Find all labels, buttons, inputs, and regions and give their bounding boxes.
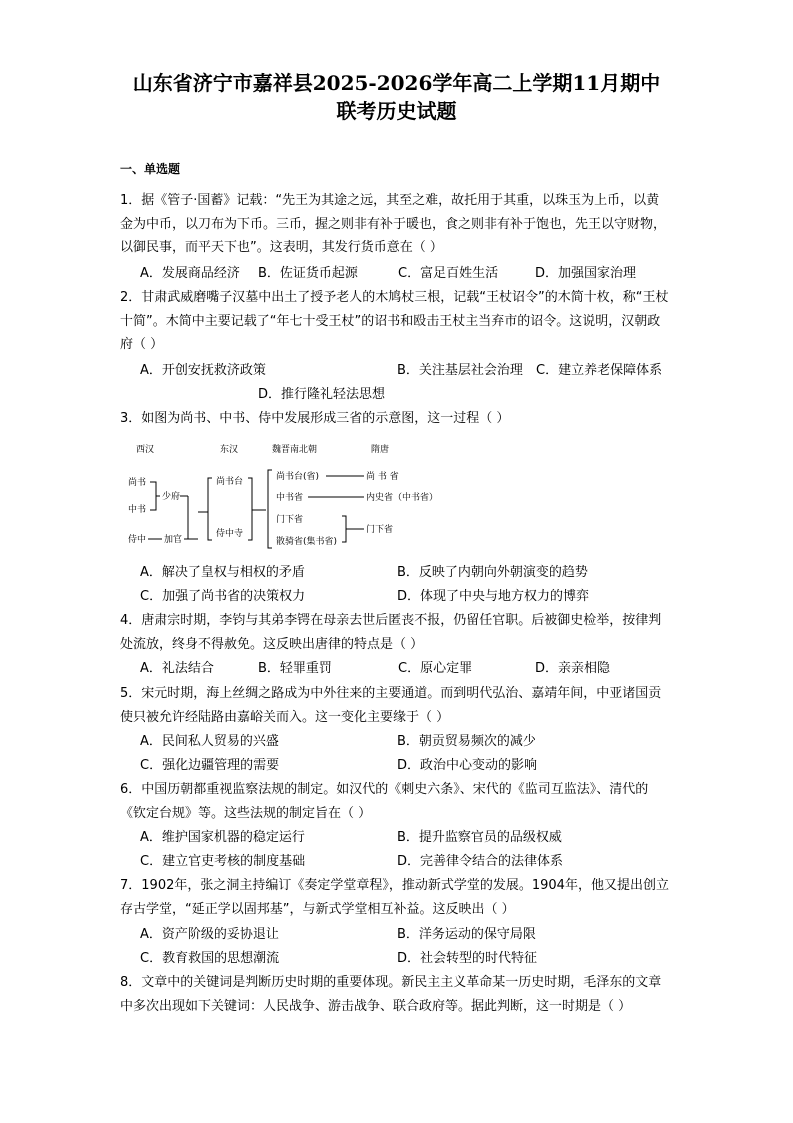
three-departments-diagram [120, 440, 460, 558]
question-7-options-row2 [140, 947, 680, 971]
question-8-stem: 8．文章中的关键词是判断历史时期的重要体现。新民主主义革命某一历史时期，毛泽东的文章中多次出现如下关键词：人民战争、游击战争、联合政府等。据此判断，这一时期是（ ） [120, 975, 662, 1014]
period-suitang: 隋唐 [371, 445, 390, 455]
donghan-shizhongsi: 侍中寺 [216, 529, 244, 539]
xihan-shizhong: 侍中 [128, 535, 147, 545]
question-1-options [140, 262, 680, 286]
option-c[interactable]: C．强化边疆管理的需要 [140, 758, 280, 773]
question-7-stem: 7．1902年，张之洞主持编订《奏定学堂章程》，推动新式学堂的发展。1904年，他又提出创立存古学堂，“延正学以固邦基”，与新式学堂相互补益。这反映出（ ） [120, 878, 669, 917]
option-b[interactable]: B．洋务运动的保守局限 [397, 927, 536, 942]
option-b[interactable]: B．轻罪重罚 [258, 661, 332, 676]
question-4-options [140, 657, 680, 681]
suitang-shangshusheng: 尚 书 省 [366, 472, 399, 482]
option-d[interactable]: D．完善律令结合的法律体系 [397, 854, 564, 869]
xihan-shaofu: 少府 [162, 492, 181, 502]
option-a[interactable]: A．开创安抚救济政策 [140, 363, 266, 378]
period-xihan: 西汉 [136, 445, 155, 455]
question-2-options [140, 359, 680, 383]
question-3-stem: 3．如图为尚书、中书、侍中发展形成三省的示意图，这一过程（ ） [120, 411, 510, 426]
option-c[interactable]: C．教育救国的思想潮流 [140, 951, 280, 966]
suitang-neishisheng: 内史省（中书省） [366, 493, 439, 503]
question-3-options [140, 561, 680, 585]
question-4-stem: 4．唐肃宗时期，李钧与其弟李锷在母亲去世后匿丧不报，仍留任官职。后被御史检举，按律判处流放，终身不得赦免。这反映出唐律的特点是（ ） [120, 613, 662, 652]
option-d[interactable]: D．推行隆礼轻法思想 [258, 387, 386, 402]
question-2-stem: 2．甘肃武威磨嘴子汉墓中出土了授予老人的木鸠杖三根，记载“王杖诏令”的木简十枚，称“王杖十简”。木简中主要记载了“年七十受王杖”的诏书和殴击王杖主当弃市的诏令。这说明，汉朝政府（ ） [120, 290, 669, 352]
option-b[interactable]: B．关注基层社会治理 [397, 363, 523, 378]
option-d[interactable]: D．社会转型的时代特征 [397, 951, 538, 966]
option-b[interactable]: B．反映了内朝向外朝演变的趋势 [397, 565, 588, 580]
period-weijin: 魏晋南北朝 [272, 445, 318, 455]
question-6-options [140, 826, 680, 850]
option-d[interactable]: D．加强国家治理 [535, 266, 637, 281]
option-a[interactable]: A．民间私人贸易的兴盛 [140, 734, 279, 749]
period-donghan: 东汉 [220, 445, 239, 455]
option-c[interactable]: C．建立养老保障体系 [536, 363, 663, 378]
option-a[interactable]: A．解决了皇权与相权的矛盾 [140, 565, 305, 580]
xihan-zhongshu: 中书 [128, 505, 147, 515]
section-heading: 一、单选题 [120, 162, 181, 176]
question-5-stem: 5．宋元时期，海上丝绸之路成为中外往来的主要通道。而到明代弘治、嘉靖年间，中亚诸国贡使只被允许经陆路由嘉峪关而入。这一变化主要缘于（ ） [120, 686, 662, 725]
question-5-options-row2 [140, 754, 680, 778]
option-b[interactable]: B．朝贡贸易频次的减少 [397, 734, 536, 749]
question-7-options [140, 923, 680, 947]
donghan-shangshutai: 尚书台 [216, 477, 244, 487]
suitang-menxiasheng: 门下省 [366, 525, 394, 535]
weijin-zhongshusheng: 中书省 [276, 493, 304, 503]
weijin-shangshutai: 尚书台(省) [276, 472, 320, 482]
option-c[interactable]: C．加强了尚书省的决策权力 [140, 589, 306, 604]
xihan-jiaguan: 加官 [164, 535, 183, 545]
page-title-line1: 山东省济宁市嘉祥县2025-2026学年高二上学期11月期中 [132, 71, 661, 95]
page-title-line2: 联考历史试题 [336, 99, 457, 123]
question-2-options-row2 [140, 383, 680, 407]
question-5-options [140, 730, 680, 754]
question-6-stem: 6．中国历朝都重视监察法规的制定。如汉代的《刺史六条》、宋代的《监司互监法》、清代的《钦定台规》等。这些法规的制定旨在（ ） [120, 782, 649, 821]
option-b[interactable]: B．提升监察官员的品级权威 [397, 830, 562, 845]
option-a[interactable]: A．资产阶级的妥协退让 [140, 927, 279, 942]
question-6-options-row2 [140, 850, 680, 874]
option-c[interactable]: C．富足百姓生活 [398, 266, 499, 281]
weijin-sanqisheng: 散骑省(集书省) [276, 537, 338, 547]
option-d[interactable]: D．亲亲相隐 [535, 661, 611, 676]
option-a[interactable]: A．礼法结合 [140, 661, 214, 676]
option-b[interactable]: B．佐证货币起源 [258, 266, 358, 281]
option-d[interactable]: D．政治中心变动的影响 [397, 758, 538, 773]
option-a[interactable]: A．发展商品经济 [140, 266, 240, 281]
xihan-shangshu: 尚书 [128, 478, 147, 488]
weijin-menxiasheng: 门下省 [276, 515, 304, 525]
option-d[interactable]: D．体现了中央与地方权力的博弈 [397, 589, 590, 604]
question-1-stem: 1．据《管子·国蓄》记载：“先王为其途之远，其至之难，故托用于其重，以珠玉为上币，以黄金为中币，以刀布为下币。三币，握之则非有补于暖也，食之则非有补于饱也，先王以守财物，以御民事，而平天下也”。这表明，其发行货币意在（ ） [120, 193, 667, 255]
option-c[interactable]: C．建立官吏考核的制度基础 [140, 854, 306, 869]
option-c[interactable]: C．原心定罪 [398, 661, 473, 676]
question-3-options-row2 [140, 585, 680, 609]
option-a[interactable]: A．维护国家机器的稳定运行 [140, 830, 305, 845]
